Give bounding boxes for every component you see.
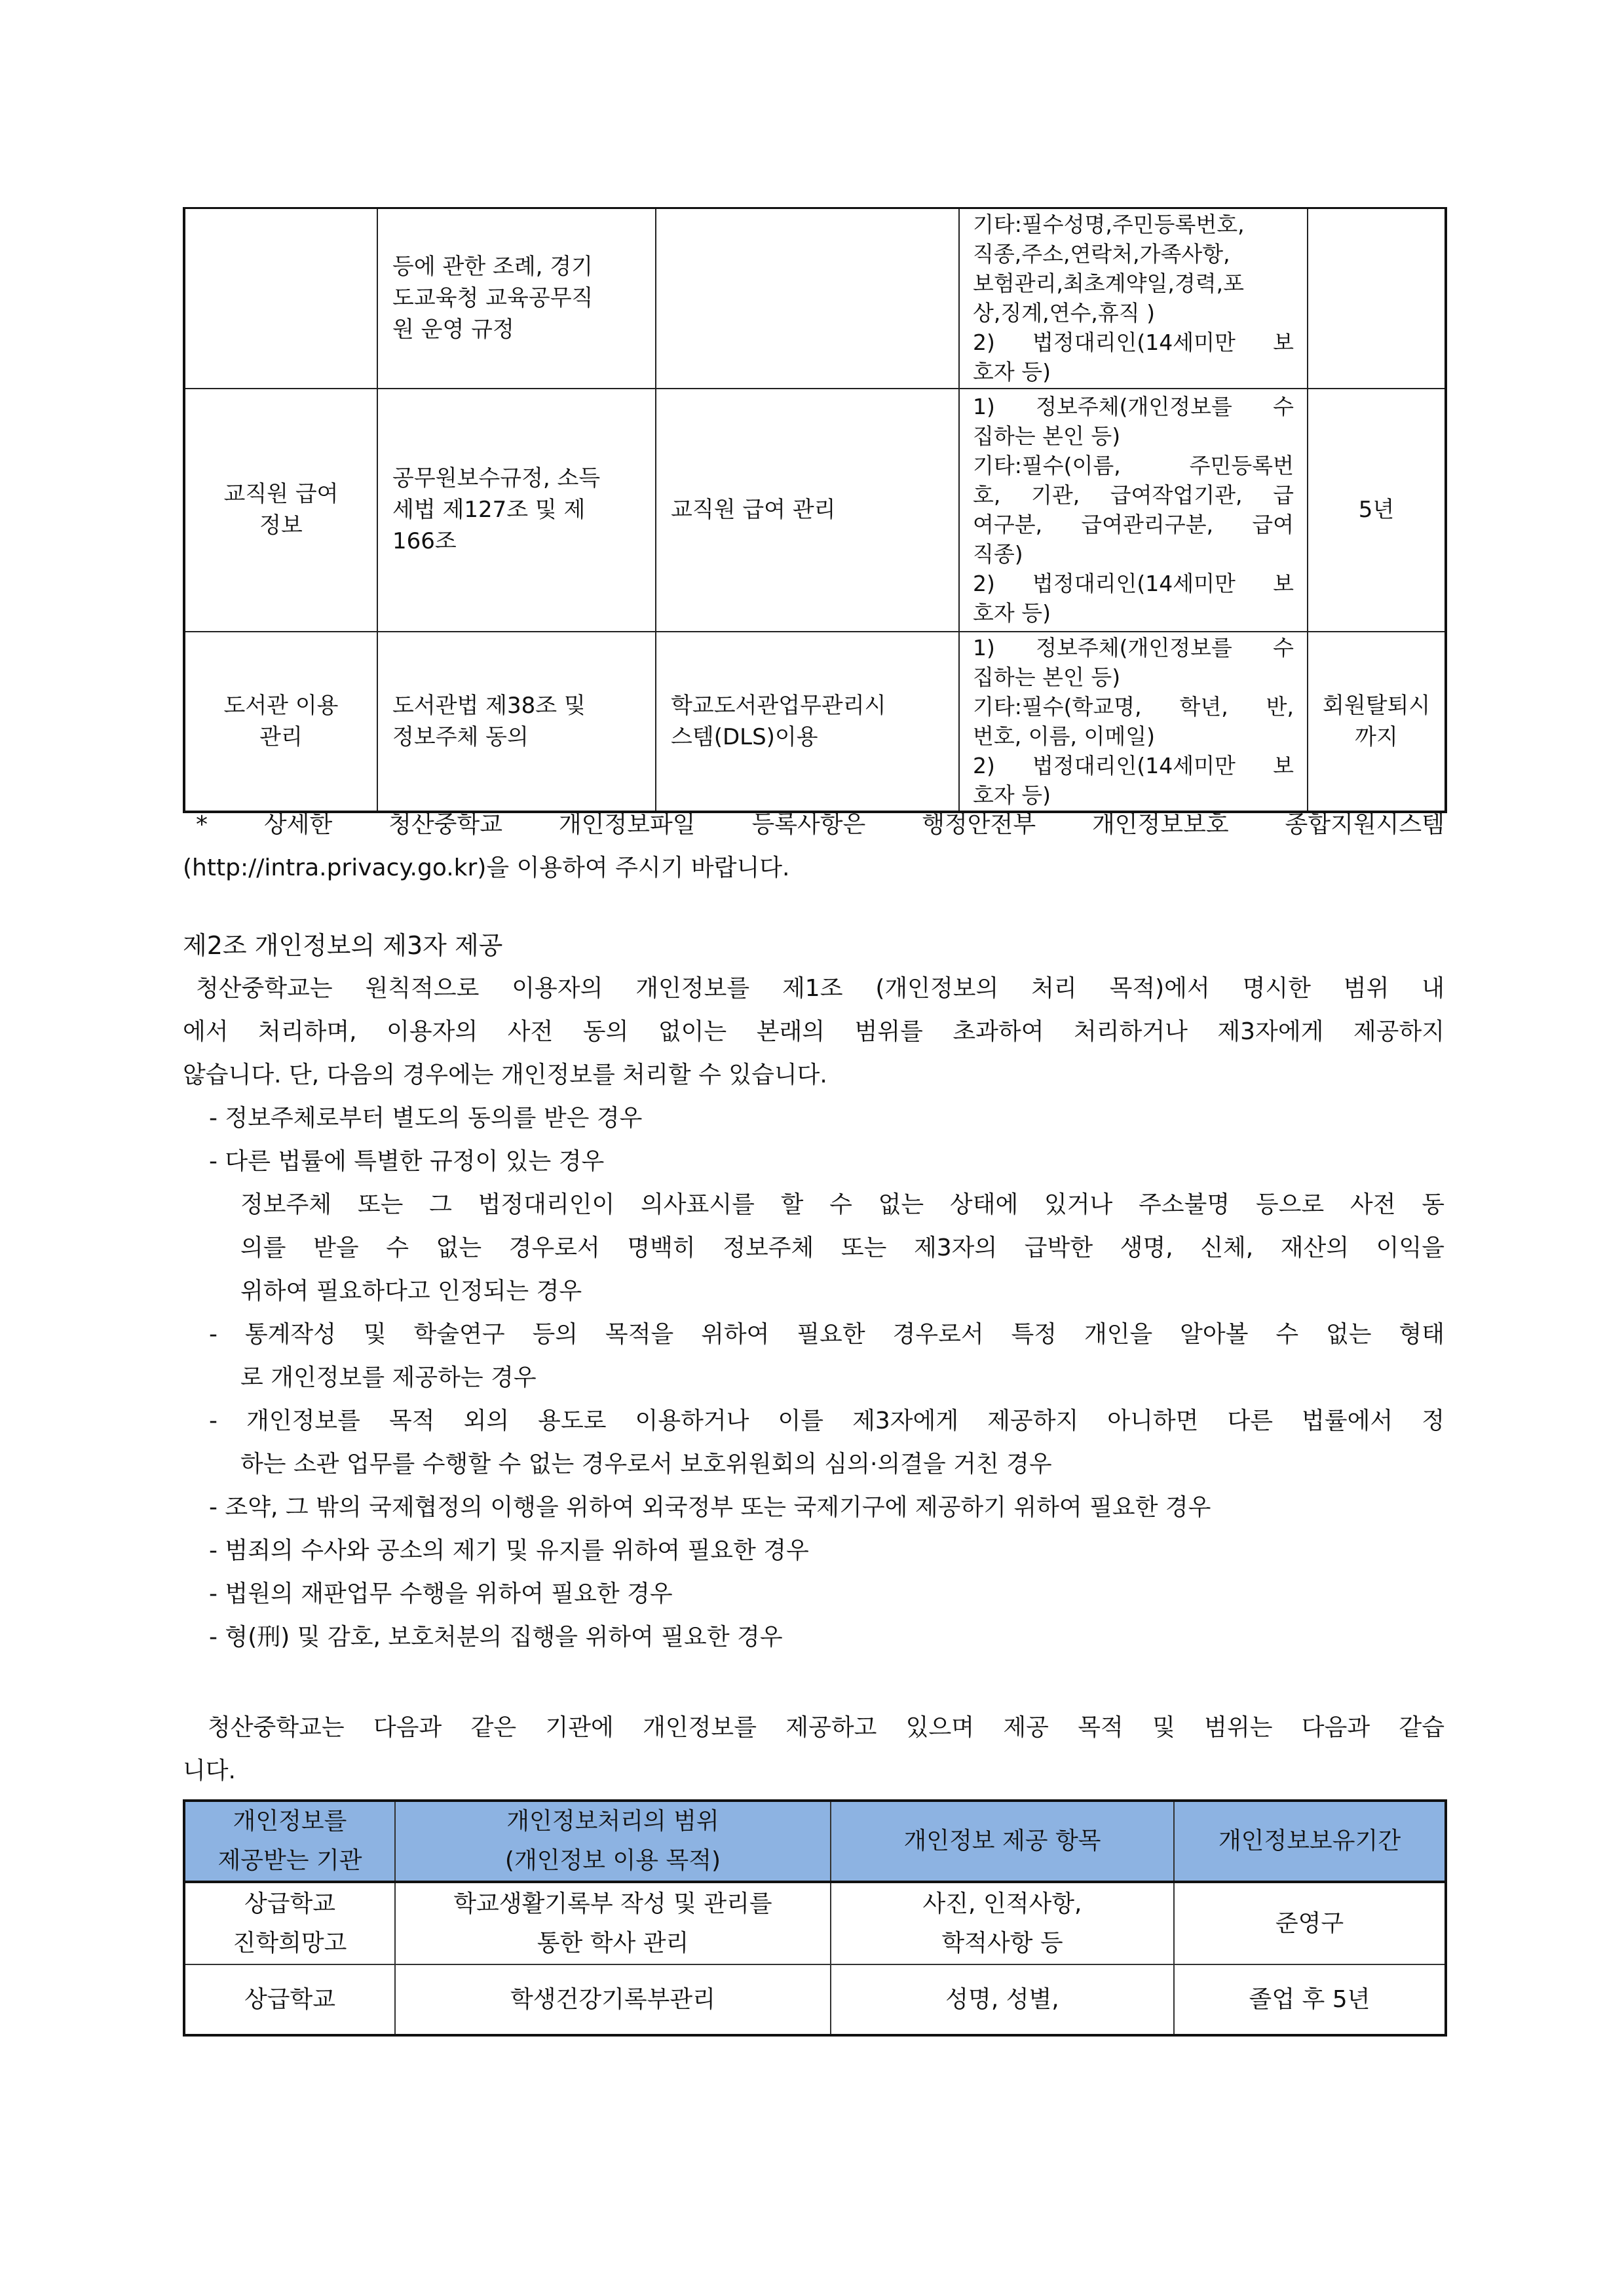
items-cell: 1) 정보주체(개인정보를 수 집하는 본인 등) 기타:필수(학교명, 학년, 반, 번호, 이름, 이메일) 2) 법정대리인(14세미만 보 호자 등): [959, 632, 1308, 812]
list-item: - 범죄의 수사와 공소의 제기 및 유지를 위하여 필요한 경우: [209, 1537, 809, 1564]
provision-intro-paragraph: 청산중학교는 다음과 같은 기관에 개인정보를 제공하고 있으며 제공 목적 및 범위는 다음과 같습 니다.: [183, 1714, 1445, 1784]
column-header: 개인정보를 제공받는 기관: [184, 1801, 395, 1882]
table-cell: 성명, 성별,: [831, 1964, 1174, 2035]
purpose-cell: 학교도서관업무관리시 스템(DLS)이용: [656, 632, 959, 812]
legal-basis-cell: 도서관법 제38조 및 정보주체 동의: [377, 632, 656, 812]
table-cell: 사진, 인적사항, 학적사항 등: [831, 1882, 1174, 1964]
list-item: 정보주체 또는 그 법정대리인이 의사표시를 할 수 없는 상태에 있거나 주소불명 등으로 사전 동 의를 받을 수 없는 경우로서 명백히 정보주체 또는 제3자의 급박한 생명, 신체, 재산의 이익을 위하여 필요하다고 인정되는 경우: [240, 1191, 1445, 1305]
column-header: 개인정보처리의 범위 (개인정보 이용 목적): [395, 1801, 831, 1882]
list-item: - 개인정보를 목적 외의 용도로 이용하거나 이를 제3자에게 제공하지 아니하면 다른 법률에서 정 하는 소관 업무를 수행할 수 없는 경우로서 보호위원회의 심의·의결을 거친 경우: [209, 1407, 1445, 1478]
table-cell: 졸업 후 5년: [1174, 1964, 1446, 2035]
list-item: - 법원의 재판업무 수행을 위하여 필요한 경우: [209, 1580, 673, 1607]
retention-cell: 회원탈퇴시 까지: [1308, 632, 1446, 812]
table-cell: 학교생활기록부 작성 및 관리를 통한 학사 관리: [395, 1882, 831, 1964]
items-cell: 1) 정보주체(개인정보를 수 집하는 본인 등) 기타:필수(이름, 주민등록번 호, 기관, 급여작업기관, 급 여구분, 급여관리구분, 급여 직종) 2) 법정대리인(14세미만 보 호자 등): [959, 389, 1308, 632]
table-row: [184, 389, 1446, 632]
table-cell: 상급학교: [184, 1964, 395, 2035]
retention-cell: 5년: [1308, 389, 1446, 632]
table-row: [184, 208, 1446, 389]
file-name-cell: 교직원 급여 정보: [184, 389, 377, 632]
table-header-row: [184, 1801, 1446, 1882]
purpose-cell: 교직원 급여 관리: [656, 389, 959, 632]
privacy-file-table: [183, 207, 1447, 813]
file-name-cell: 도서관 이용 관리: [184, 632, 377, 812]
file-name-cell: [184, 208, 377, 389]
registration-note: * 상세한 청산중학교 개인정보파일 등록사항은 행정안전부 개인정보보호 종합지원시스템 (http://intra.privacy.go.kr)을 이용하여 주시기 바랍니다.: [183, 811, 1445, 881]
provision-exceptions-list: [183, 1097, 1445, 1659]
retention-cell: [1308, 208, 1446, 389]
legal-basis-cell: 공무원보수규정, 소득 세법 제127조 및 제 166조: [377, 389, 656, 632]
list-item: - 다른 법률에 특별한 규정이 있는 경우: [209, 1148, 605, 1175]
third-party-provision-table: [183, 1799, 1447, 2037]
purpose-cell: [656, 208, 959, 389]
list-item: - 형(刑) 및 감호, 보호처분의 집행을 위하여 필요한 경우: [209, 1624, 783, 1651]
list-item: - 통계작성 및 학술연구 등의 목적을 위하여 필요한 경우로서 특정 개인을 알아볼 수 없는 형태 로 개인정보를 제공하는 경우: [209, 1321, 1445, 1391]
table-row: [184, 1964, 1446, 2035]
section-paragraph: 청산중학교는 원칙적으로 이용자의 개인정보를 제1조 (개인정보의 처리 목적)에서 명시한 범위 내 에서 처리하며, 이용자의 사전 동의 없이는 본래의 범위를 초과하여 처리하거나 제3자에게 제공하지 않습니다. 단, 다음의 경우에는 개인정보를 처리할 수 있습니다.: [183, 975, 1445, 1088]
table-row: [184, 632, 1446, 812]
table-cell: 상급학교 진학희망고: [184, 1882, 395, 1964]
section-heading: 제2조 개인정보의 제3자 제공: [183, 931, 503, 960]
items-cell: 기타:필수성명,주민등록번호, 직종,주소,연락처,가족사항, 보험관리,최초계약일,경력,포 상,징계,연수,휴직 ) 2) 법정대리인(14세미만 보 호자 등): [959, 208, 1308, 389]
table-row: [184, 1882, 1446, 1964]
legal-basis-cell: 등에 관한 조례, 경기 도교육청 교육공무직 원 운영 규정: [377, 208, 656, 389]
column-header: 개인정보보유기간: [1174, 1801, 1446, 1882]
column-header: 개인정보 제공 항목: [831, 1801, 1174, 1882]
table-cell: 준영구: [1174, 1882, 1446, 1964]
list-item: - 정보주체로부터 별도의 동의를 받은 경우: [209, 1105, 643, 1132]
table-cell: 학생건강기록부관리: [395, 1964, 831, 2035]
list-item: - 조약, 그 밖의 국제협정의 이행을 위하여 외국정부 또는 국제기구에 제공하기 위하여 필요한 경우: [209, 1494, 1211, 1521]
